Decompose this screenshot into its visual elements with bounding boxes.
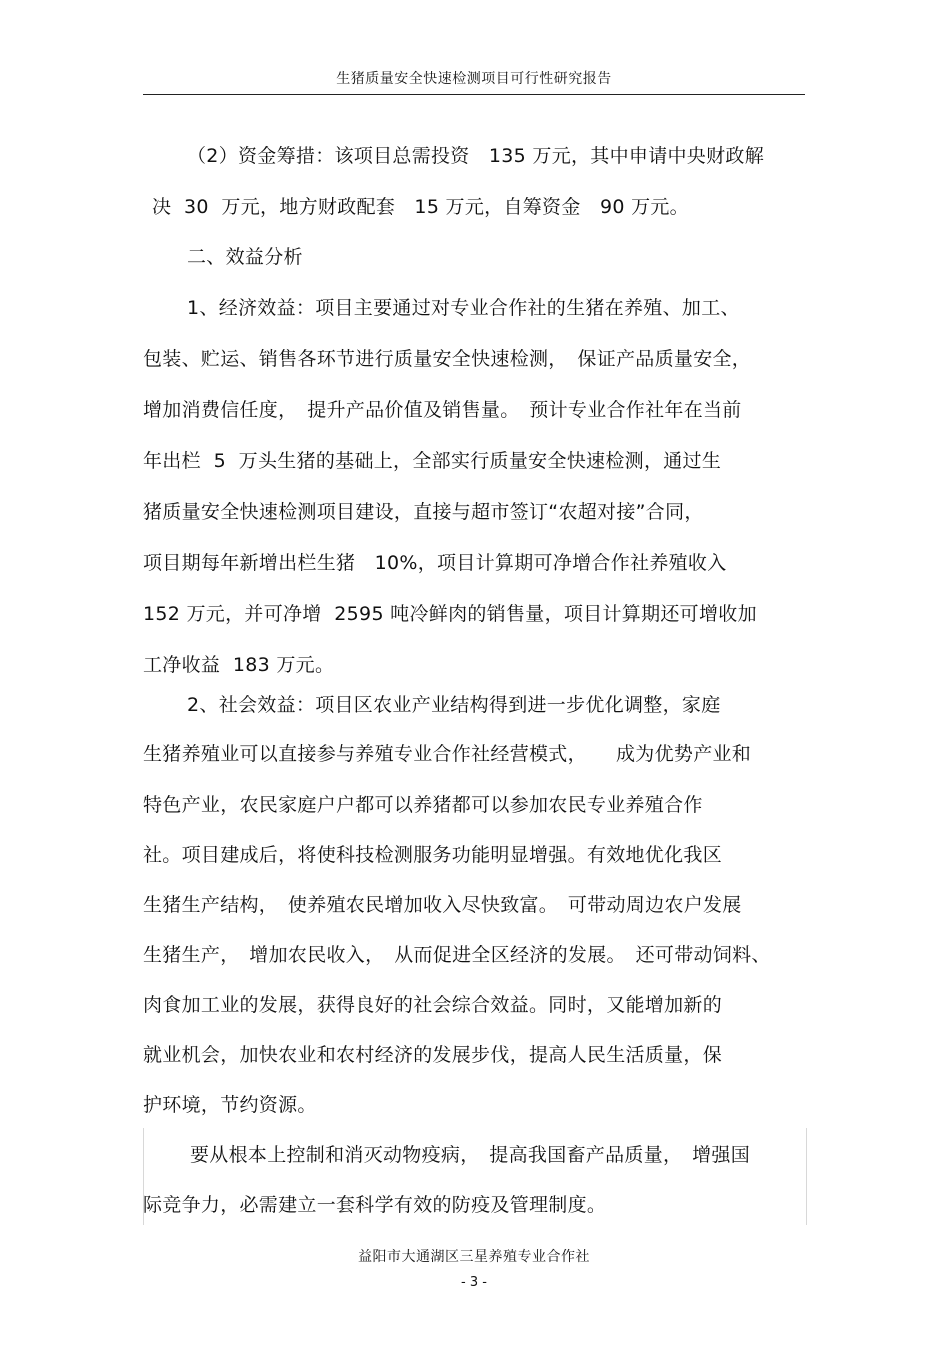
page-header-title: 生猪质量安全快速检测项目可行性研究报告	[336, 71, 612, 87]
body-line: 生猪生产， 增加农民收入， 从而促进全区经济的发展。 还可带动饲料、	[143, 944, 771, 966]
page-number: - 3 -	[461, 1275, 487, 1290]
body-line: （2）资金筹措：该项目总需投资 135 万元，其中申请中央财政解	[187, 145, 764, 167]
footer-organization: 益阳市大通湖区三星养殖专业合作社	[358, 1249, 590, 1265]
body-line: 项目期每年新增出栏生猪 10%，项目计算期可净增合作社养殖收入	[143, 552, 727, 574]
header-divider	[143, 94, 805, 95]
body-line: 生猪养殖业可以直接参与养殖专业合作社经营模式， 成为优势产业和	[143, 743, 752, 765]
body-line: 1、经济效益：项目主要通过对专业合作社的生猪在养殖、加工、	[187, 297, 740, 319]
body-line: 增加消费信任度， 提升产品价值及销售量。 预计专业合作社年在当前	[143, 399, 742, 421]
body-line: 社。项目建成后，将使科技检测服务功能明显增强。有效地优化我区	[143, 844, 723, 866]
text-frame-right-edge	[806, 1128, 807, 1225]
section-heading: 二、效益分析	[187, 246, 303, 268]
body-line: 特色产业，农民家庭户户都可以养猪都可以参加农民专业养殖合作	[143, 794, 703, 816]
body-line: 152 万元，并可净增 2595 吨冷鲜肉的销售量，项目计算期还可增收加	[143, 603, 757, 625]
body-line: 工净收益 183 万元。	[143, 654, 335, 676]
body-line: 决 30 万元，地方财政配套 15 万元，自筹资金 90 万元。	[152, 196, 689, 218]
body-line: 2、社会效益：项目区农业产业结构得到进一步优化调整，家庭	[187, 694, 721, 716]
body-line: 猪质量安全快速检测项目建设，直接与超市签订“农超对接”合同，	[143, 501, 704, 523]
body-line: 就业机会，加快农业和农村经济的发展步伐，提高人民生活质量，保	[143, 1044, 723, 1066]
body-line: 生猪生产结构， 使养殖农民增加收入尽快致富。 可带动周边农户发展	[143, 894, 742, 916]
body-line: 要从根本上控制和消灭动物疫病， 提高我国畜产品质量， 增强国	[190, 1144, 751, 1166]
body-line: 肉食加工业的发展，获得良好的社会综合效益。同时，又能增加新的	[143, 994, 723, 1016]
body-line: 包装、贮运、销售各环节进行质量安全快速检测， 保证产品质量安全，	[143, 348, 752, 370]
body-line: 护环境，节约资源。	[143, 1094, 317, 1116]
body-line: 际竞争力，必需建立一套科学有效的防疫及管理制度。	[143, 1194, 607, 1216]
body-line: 年出栏 5 万头生猪的基础上，全部实行质量安全快速检测，通过生	[143, 450, 722, 472]
